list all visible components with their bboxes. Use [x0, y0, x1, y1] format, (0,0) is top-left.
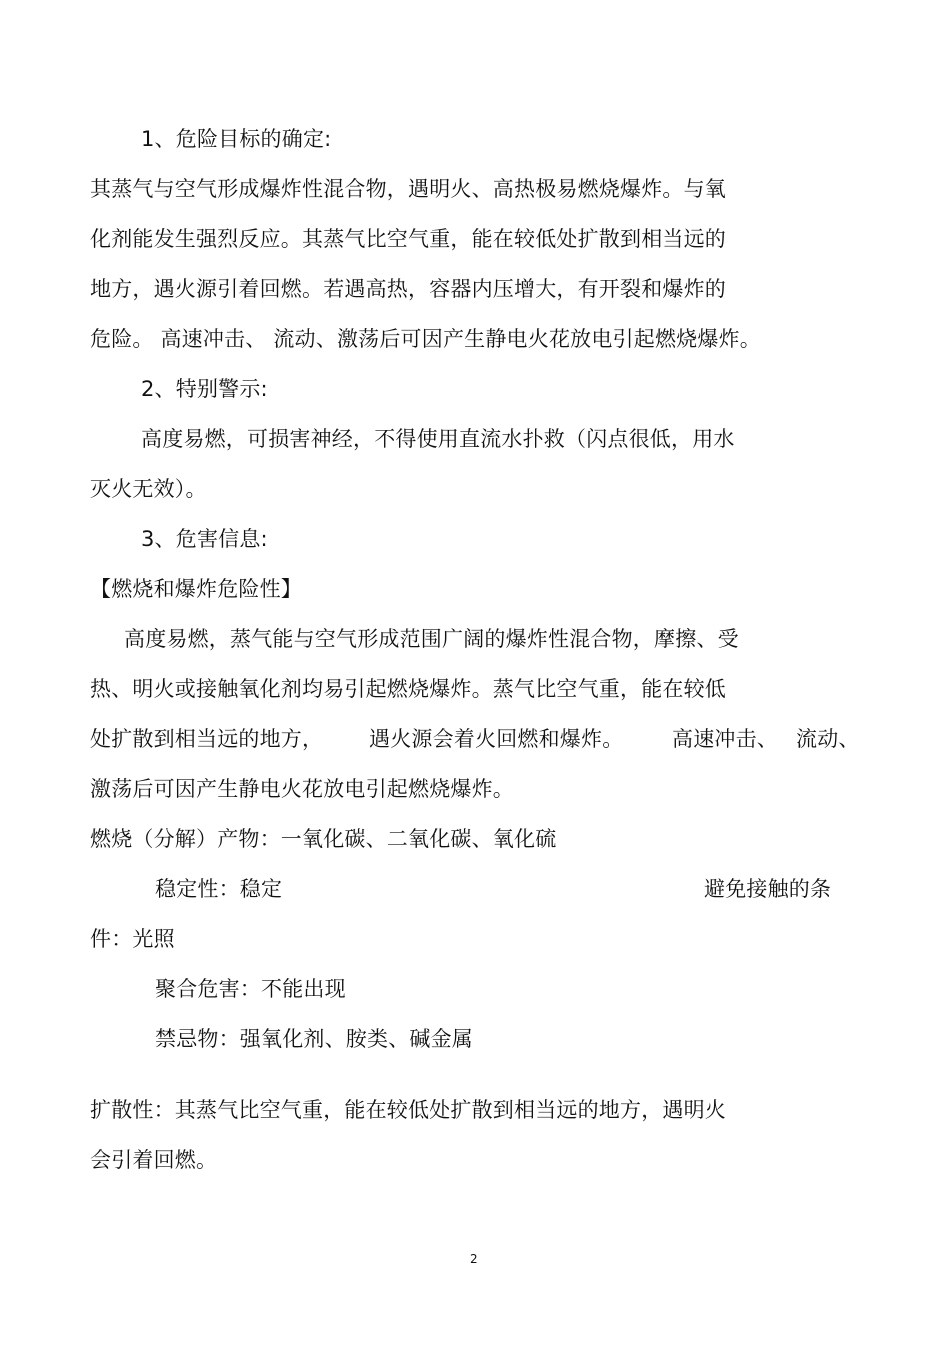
heading-danger-target: 1、危险目标的确定: — [141, 127, 332, 151]
paragraph-line: 激荡后可因产生静电火花放电引起燃烧爆炸。 — [90, 777, 514, 801]
avoid-conditions-label: 避免接触的条 — [704, 877, 832, 901]
section-title-fire-explosion: 【燃烧和爆炸危险性】 — [90, 577, 302, 601]
paragraph-line: 地方，遇火源引着回燃。若遇高热，容器内压增大，有开裂和爆炸的 — [90, 277, 726, 301]
avoid-conditions-value: 件：光照 — [90, 927, 175, 951]
paragraph-line: 高度易燃，可损害神经，不得使用直流水扑救（闪点很低，用水 — [141, 427, 735, 451]
paragraph-line: 高度易燃，蒸气能与空气形成范围广阔的爆炸性混合物，摩擦、受 — [124, 627, 739, 651]
paragraph-line: 灭火无效）。 — [90, 477, 207, 501]
diffusivity-line: 会引着回燃。 — [90, 1148, 218, 1172]
paragraph-line: 危险。 高速冲击、 流动、激荡后可因产生静电火花放电引起燃烧爆炸。 — [90, 327, 761, 351]
paragraph-line: 其蒸气与空气形成爆炸性混合物，遇明火、高热极易燃烧爆炸。与氧 — [90, 177, 726, 201]
paragraph-line-segment: 流动、 — [796, 727, 860, 751]
stability-field: 稳定性：稳定 — [155, 877, 283, 901]
paragraph-line: 化剂能发生强烈反应。其蒸气比空气重，能在较低处扩散到相当远的 — [90, 227, 726, 251]
diffusivity-line: 扩散性：其蒸气比空气重，能在较低处扩散到相当远的地方，遇明火 — [90, 1098, 726, 1122]
paragraph-line-segment: 处扩散到相当远的地方， — [90, 727, 324, 751]
incompatible-materials: 禁忌物：强氧化剂、胺类、碱金属 — [155, 1027, 473, 1051]
page-number: 2 — [470, 1252, 478, 1266]
paragraph-line: 热、明火或接触氧化剂均易引起燃烧爆炸。蒸气比空气重，能在较低 — [90, 677, 726, 701]
paragraph-line-segment: 遇火源会着火回燃和爆炸。 — [369, 727, 624, 751]
polymerization-hazard: 聚合危害：不能出现 — [155, 977, 346, 1001]
paragraph-line-segment: 高速冲击、 — [672, 727, 778, 751]
heading-special-warning: 2、特别警示: — [141, 377, 268, 401]
heading-hazard-info: 3、危害信息: — [141, 527, 268, 551]
combustion-products: 燃烧（分解）产物：一氧化碳、二氧化碳、氧化硫 — [90, 827, 557, 851]
